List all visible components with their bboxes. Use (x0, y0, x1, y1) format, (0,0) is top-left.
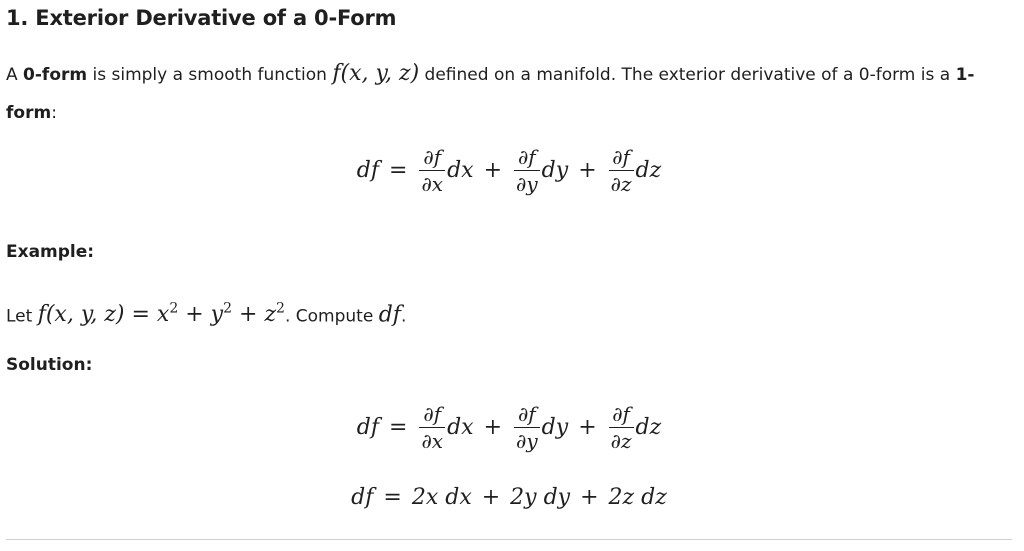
example-label: Example: (6, 242, 95, 262)
equation-solution-general (6, 403, 1012, 452)
inline-math: df (378, 302, 401, 328)
exponent: 2 (276, 301, 285, 317)
fraction-denominator: ∂z (610, 172, 632, 196)
exponent: 2 (223, 301, 233, 317)
intro-text: : (51, 103, 57, 123)
result-term: 2x dx (411, 485, 472, 510)
intro-text: defined on a manifold. The exterior derivative of a 0-form is a (419, 65, 956, 85)
fraction-denominator: ∂y (516, 172, 538, 196)
differential: dy (541, 158, 569, 183)
inline-math: f(x, y, z) (332, 61, 420, 86)
fraction-numerator: ∂f (517, 145, 536, 169)
equation-solution-result (6, 485, 1012, 510)
example-text: Let (6, 306, 38, 327)
math-term: f(x, y, z) = x (37, 302, 170, 328)
plus-sign: + (580, 485, 599, 510)
fraction-bar (514, 170, 540, 171)
example-statement (6, 290, 406, 335)
intro-bold-term: 1-form (6, 65, 975, 123)
fraction-bar (609, 427, 634, 428)
plus-sign: + (578, 415, 597, 440)
differential: dz (635, 415, 662, 440)
fraction-numerator: ∂f (423, 145, 442, 169)
differential: dx (447, 415, 474, 440)
equation-lhs: df (351, 485, 374, 510)
fraction-denominator: ∂y (516, 429, 538, 453)
fraction-bar (419, 170, 445, 171)
intro-paragraph (6, 55, 996, 132)
equals-sign: = (389, 415, 408, 440)
inline-math (38, 302, 285, 327)
fraction-numerator: ∂f (612, 402, 630, 426)
plus-sign: + (483, 415, 503, 440)
section-divider (6, 539, 1012, 540)
solution-label: Solution: (6, 355, 93, 375)
math-term: + z (232, 302, 277, 328)
fraction-numerator: ∂f (517, 402, 536, 426)
intro-bold-term: 0-form (23, 65, 88, 85)
fraction (419, 146, 445, 195)
content-area (6, 0, 1012, 551)
fraction-denominator: ∂x (421, 172, 444, 196)
fraction-bar (419, 427, 445, 428)
equation-general (6, 146, 1012, 195)
plus-sign: + (481, 485, 501, 510)
fraction (419, 403, 445, 452)
fraction-denominator: ∂x (421, 429, 444, 453)
fraction (514, 146, 540, 195)
plus-sign: + (483, 158, 503, 183)
fraction-bar (514, 427, 540, 428)
exponent: 2 (169, 301, 179, 317)
fraction-denominator: ∂z (610, 429, 632, 453)
intro-text: is simply a smooth function (87, 65, 333, 85)
result-term: 2y dy (510, 485, 571, 510)
plus-sign: + (578, 158, 597, 183)
intro-text: A (6, 65, 24, 85)
differential: dx (447, 158, 474, 183)
math-term: + y (178, 302, 224, 328)
fraction (609, 403, 634, 452)
example-text: . (400, 306, 407, 327)
fraction (514, 403, 540, 452)
differential: dz (635, 158, 662, 183)
section-heading: 1. Exterior Derivative of a 0-Form (6, 6, 397, 30)
example-text: . Compute (284, 306, 379, 327)
equals-sign: = (383, 485, 402, 510)
equals-sign: = (389, 158, 408, 183)
equation-lhs: df (356, 158, 380, 183)
fraction (609, 146, 634, 195)
result-term: 2z dz (608, 485, 667, 510)
fraction-bar (609, 170, 634, 171)
differential: dy (541, 415, 569, 440)
fraction-numerator: ∂f (423, 402, 442, 426)
fraction-numerator: ∂f (612, 145, 630, 169)
equation-lhs: df (356, 415, 380, 440)
